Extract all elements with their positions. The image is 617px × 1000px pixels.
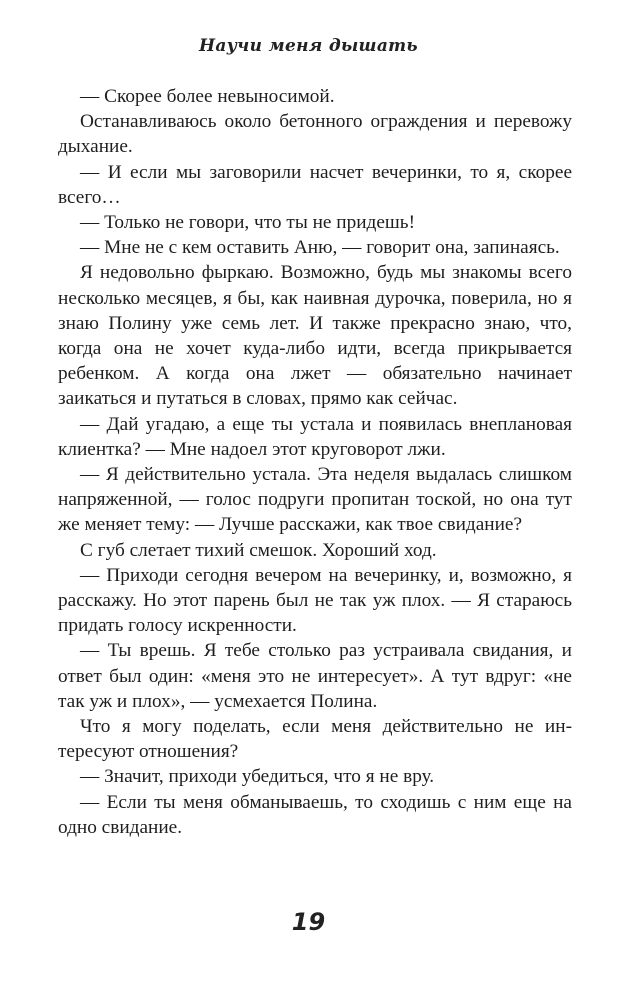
running-header-title: Научи меня дышать xyxy=(199,36,418,56)
paragraph: Что я могу поделать, если меня действительно не интересуют отношения? xyxy=(58,716,572,763)
paragraph: Останавливаюсь около бетонного ограждения и перевожу дыхание. xyxy=(58,111,572,158)
paragraph: — Мне не с кем оставить Аню, — говорит она, запинаясь. xyxy=(80,237,560,259)
paragraph: Я недовольно фыркаю. Возможно, будь мы знакомы всего несколько месяцев, я бы, как наивная дурочка, поверила, но я знаю Полину уже семь лет. И также прекрасно знаю, что, когда она не хочет куда-либо идти, всегда прикрывается ребенком. А когда она лжет — обязательно начинает заикаться и путаться в словах, прямо как сейчас. xyxy=(58,262,572,410)
page-number: 19 xyxy=(291,908,326,936)
paragraph: — Я действительно устала. Эта неделя выдалась слишком напряженной, — голос подруги пропитан тоской, но она тут же меняет тему: — Лучше расскажи, как твое свидание? xyxy=(58,464,572,536)
paragraph: — Ты врешь. Я тебе столько раз устраивала свидания, и ответ был один: «меня это не интересует». А тут вдруг: «не так уж и плох», — усмехается Полина. xyxy=(58,640,572,712)
paragraph: — И если мы заговорили насчет вечеринки, то я, скорее всего… xyxy=(58,161,572,208)
paragraph: — Если ты меня обманываешь, то сходишь с ним еще на одно свидание. xyxy=(58,791,572,838)
paragraph: — Скорее более невыносимой. xyxy=(80,86,335,107)
body-text xyxy=(58,84,572,840)
paragraph: — Приходи сегодня вечером на вечеринку, и, возможно, я расскажу. Но этот парень был не так уж плох. — Я стараюсь придать голосу искренности. xyxy=(58,564,572,637)
paragraph: — Значит, приходи убедиться, что я не вру. xyxy=(80,766,435,788)
paragraph: — Только не говори, что ты не придешь! xyxy=(80,212,415,234)
paragraph: С губ слетает тихий смешок. Хороший ход. xyxy=(80,539,437,561)
paragraph: — Дай угадаю, а еще ты устала и появилась внеплановая клиентка? — Мне надоел этот круговорот лжи. xyxy=(58,413,572,460)
